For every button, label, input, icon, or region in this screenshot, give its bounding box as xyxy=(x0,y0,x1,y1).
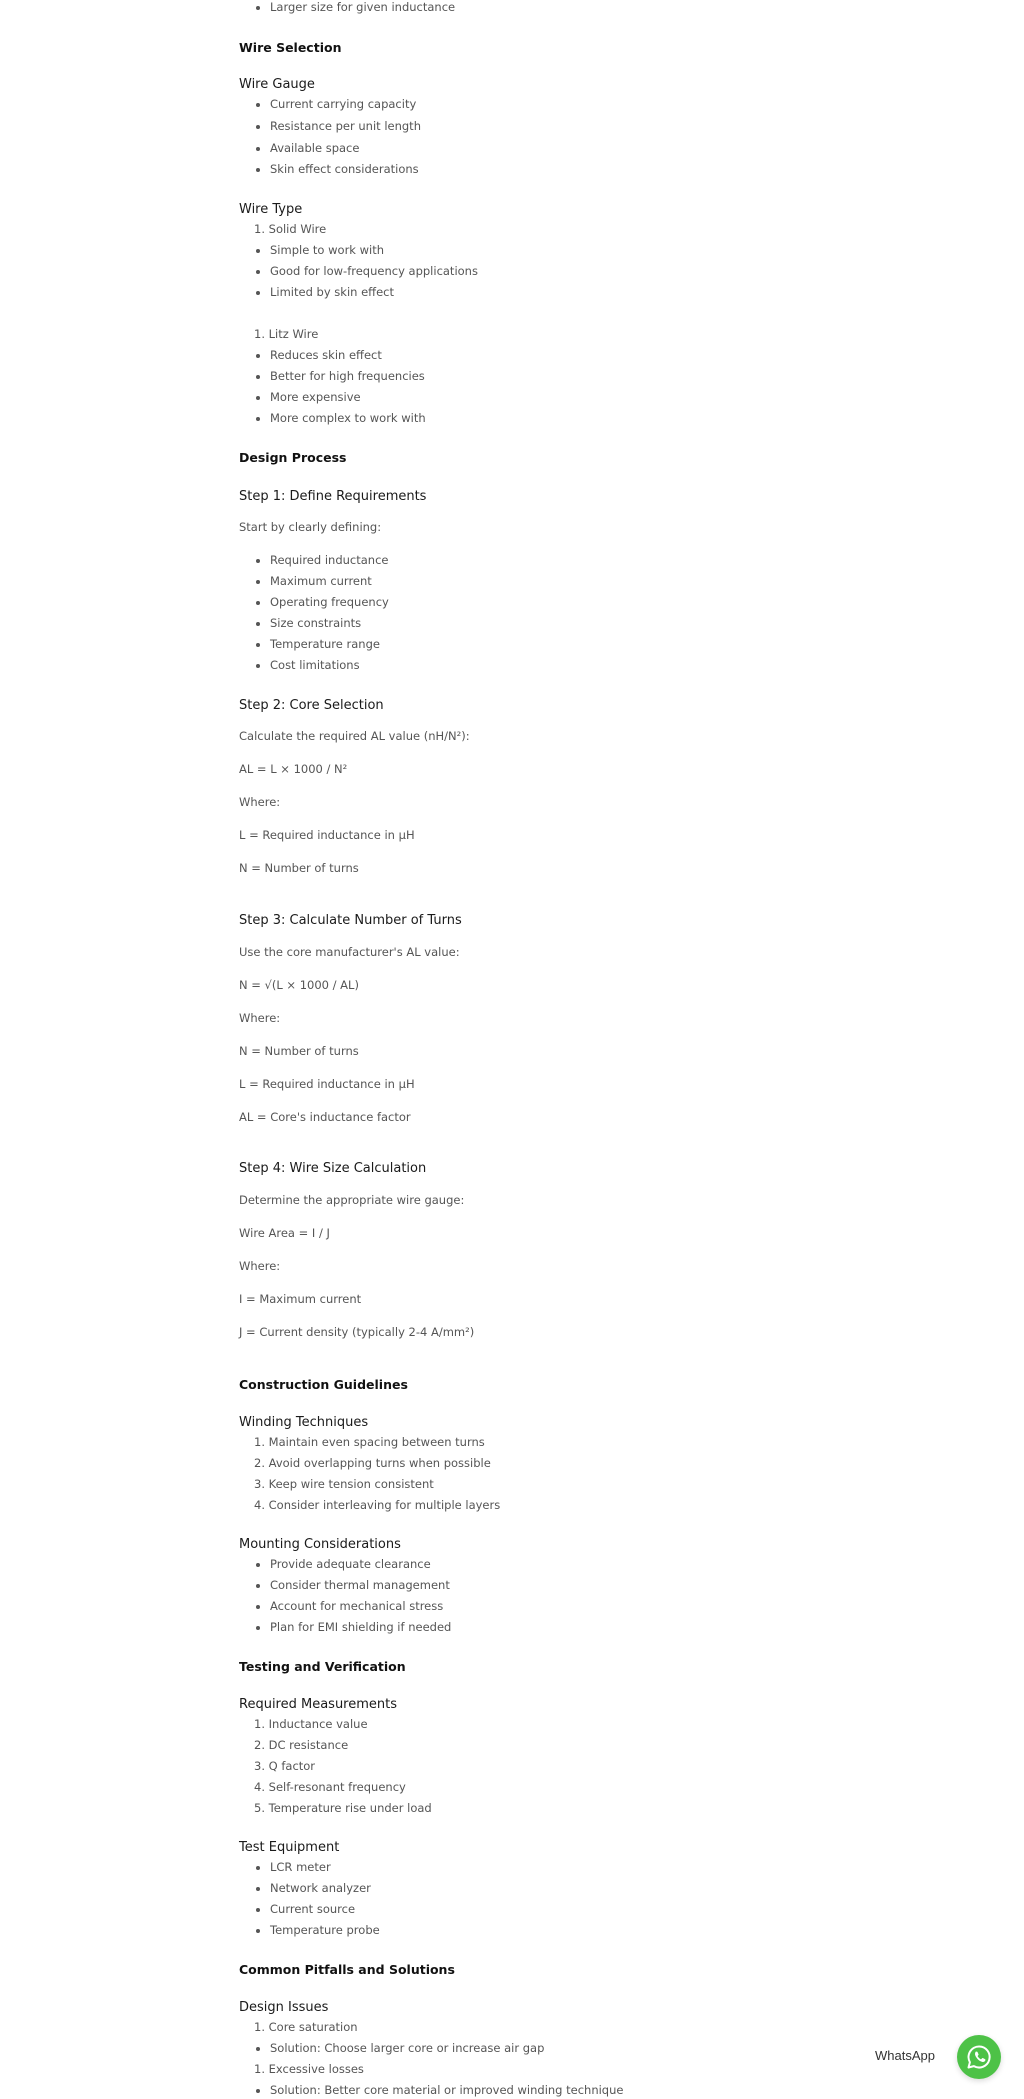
formula: AL = L × 1000 / N² xyxy=(239,762,348,776)
section-heading-testing: Testing and Verification xyxy=(239,1659,406,1674)
list-item: Better for high frequencies xyxy=(270,369,425,383)
list-item: Solution: Choose larger core or increase air gap xyxy=(270,2041,545,2055)
paragraph: AL = Core's inductance factor xyxy=(239,1110,411,1124)
list-item: Current source xyxy=(270,1902,356,1916)
paragraph: J = Current density (typically 2-4 A/mm²) xyxy=(239,1325,475,1339)
subheading-wire-gauge: Wire Gauge xyxy=(239,77,315,92)
paragraph: Calculate the required AL value (nH/N²): xyxy=(239,729,470,743)
list-item: 1. Litz Wire xyxy=(254,327,319,341)
subheading-equipment: Test Equipment xyxy=(239,1840,340,1855)
subheading-step-2: Step 2: Core Selection xyxy=(239,698,384,713)
whatsapp-button[interactable] xyxy=(957,2035,1001,2079)
paragraph: Where: xyxy=(239,795,281,809)
list-item: Required inductance xyxy=(270,553,389,567)
section-heading-design-process: Design Process xyxy=(239,450,347,465)
list-item: 5. Temperature rise under load xyxy=(254,1801,432,1815)
list-item: 3. Q factor xyxy=(254,1759,316,1773)
paragraph: N = Number of turns xyxy=(239,861,359,875)
list-item: Good for low-frequency applications xyxy=(270,264,478,278)
list-item: 2. Avoid overlapping turns when possible xyxy=(254,1456,491,1470)
subheading-step-1: Step 1: Define Requirements xyxy=(239,489,427,504)
list-item: Account for mechanical stress xyxy=(270,1599,444,1613)
section-heading-construction: Construction Guidelines xyxy=(239,1377,408,1392)
paragraph: I = Maximum current xyxy=(239,1292,362,1306)
subheading-measurements: Required Measurements xyxy=(239,1697,398,1712)
paragraph: Determine the appropriate wire gauge: xyxy=(239,1193,465,1207)
subheading-step-4: Step 4: Wire Size Calculation xyxy=(239,1161,427,1176)
list-item: Solution: Better core material or improved winding technique xyxy=(270,2083,624,2097)
list-item: Skin effect considerations xyxy=(270,162,419,176)
list-item: 1. Core saturation xyxy=(254,2020,358,2034)
list-item: 4. Consider interleaving for multiple layers xyxy=(254,1498,501,1512)
subheading-mounting: Mounting Considerations xyxy=(239,1537,401,1552)
subheading-step-3: Step 3: Calculate Number of Turns xyxy=(239,913,462,928)
paragraph: L = Required inductance in μH xyxy=(239,1077,415,1091)
list-item: Limited by skin effect xyxy=(270,285,394,299)
list-item: Available space xyxy=(270,141,360,155)
list-item: 1. Excessive losses xyxy=(254,2062,364,2076)
list-item: Plan for EMI shielding if needed xyxy=(270,1620,452,1634)
section-heading-wire-selection: Wire Selection xyxy=(239,40,342,55)
formula: Wire Area = I / J xyxy=(239,1226,330,1240)
list-item: 1. Maintain even spacing between turns xyxy=(254,1435,485,1449)
list-item: LCR meter xyxy=(270,1860,331,1874)
list-item: Size constraints xyxy=(270,616,362,630)
list-item: Cost limitations xyxy=(270,658,360,672)
paragraph: Use the core manufacturer's AL value: xyxy=(239,945,460,959)
subheading-wire-type: Wire Type xyxy=(239,202,303,217)
paragraph: Where: xyxy=(239,1259,281,1273)
list-item: Simple to work with xyxy=(270,243,385,257)
list-item: Network analyzer xyxy=(270,1881,371,1895)
list-item: Reduces skin effect xyxy=(270,348,382,362)
list-item: 1. Solid Wire xyxy=(254,222,327,236)
list-item: 4. Self-resonant frequency xyxy=(254,1780,406,1794)
list-item: Provide adequate clearance xyxy=(270,1557,431,1571)
list-item: 3. Keep wire tension consistent xyxy=(254,1477,434,1491)
paragraph: Start by clearly defining: xyxy=(239,520,382,534)
list-item: Resistance per unit length xyxy=(270,119,421,133)
list-item: Temperature range xyxy=(270,637,380,651)
formula: N = √(L × 1000 / AL) xyxy=(239,978,359,992)
whatsapp-icon xyxy=(965,2043,993,2071)
subheading-winding: Winding Techniques xyxy=(239,1415,369,1430)
list-item: Maximum current xyxy=(270,574,372,588)
subheading-design-issues: Design Issues xyxy=(239,2000,329,2015)
paragraph: Where: xyxy=(239,1011,281,1025)
paragraph: L = Required inductance in μH xyxy=(239,828,415,842)
list-item: Temperature probe xyxy=(270,1923,380,1937)
list-item: 2. DC resistance xyxy=(254,1738,349,1752)
list-item: 1. Inductance value xyxy=(254,1717,368,1731)
list-item: More complex to work with xyxy=(270,411,426,425)
list-item: Consider thermal management xyxy=(270,1578,450,1592)
paragraph: N = Number of turns xyxy=(239,1044,359,1058)
list-item: More expensive xyxy=(270,390,361,404)
whatsapp-label[interactable]: WhatsApp xyxy=(875,2048,935,2063)
list-item: Current carrying capacity xyxy=(270,97,417,111)
section-heading-pitfalls: Common Pitfalls and Solutions xyxy=(239,1962,455,1977)
list-item: Operating frequency xyxy=(270,595,389,609)
list-item: Larger size for given inductance xyxy=(270,0,456,14)
